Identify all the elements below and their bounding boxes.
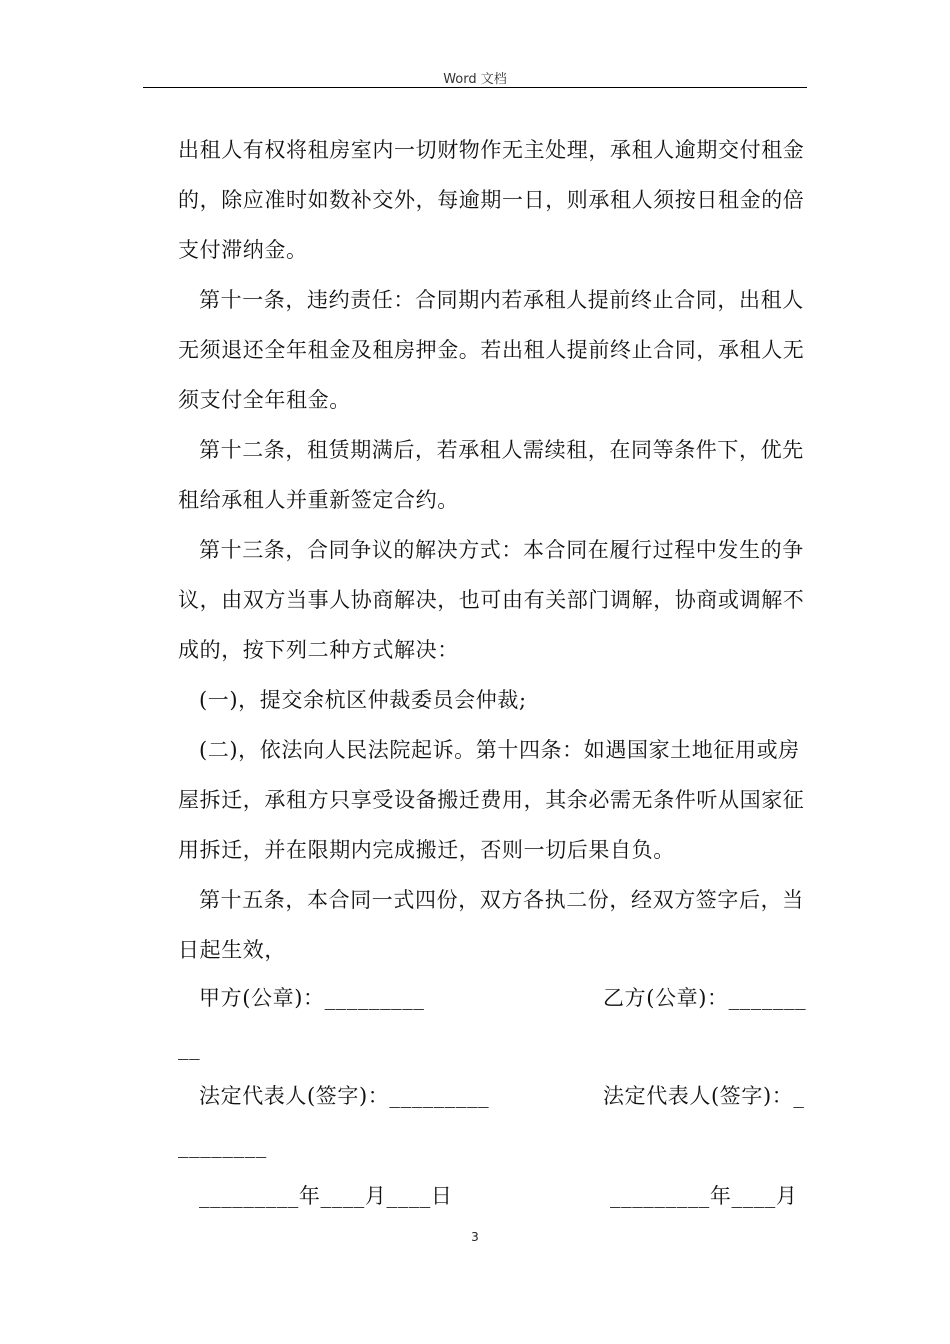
party-a-seal-line: 甲方(公章)：_________ bbox=[199, 986, 425, 1010]
party-b-seal-line: 乙方(公章)：_______ bbox=[603, 986, 807, 1010]
paragraph-option-1: (一)，提交余杭区仲裁委员会仲裁; bbox=[199, 688, 527, 712]
party-b-seal-wrap: __ bbox=[178, 1036, 201, 1060]
date-b-line: _________年____月 bbox=[610, 1184, 798, 1208]
paragraph-article-13: 第十三条，合同争议的解决方式：本合同在履行过程中发生的争议，由双方当事人协商解决，也可由有关部门调解，协商或调解不成的，按下列二种方式解决： bbox=[178, 538, 805, 662]
representative-a-line: 法定代表人(签字)：_________ bbox=[199, 1084, 490, 1108]
page-number: 3 bbox=[471, 1230, 479, 1244]
paragraph-article-11: 第十一条，违约责任：合同期内若承租人提前终止合同，出租人无须退还全年租金及租房押金。若出租人提前终止合同，承租人无须支付全年租金。 bbox=[178, 288, 805, 412]
paragraph-article-12: 第十二条，租赁期满后，若承租人需续租，在同等条件下，优先租给承租人并重新签定合约。 bbox=[178, 438, 804, 512]
paragraph-continuation: 出租人有权将租房室内一切财物作无主处理，承租人逾期交付租金的，除应准时如数补交外，每逾期一日，则承租人须按日租金的倍支付滞纳金。 bbox=[178, 138, 805, 262]
paragraph-option-2-article-14: (二)，依法向人民法院起诉。第十四条：如遇国家土地征用或房屋拆迁，承租方只享受设备搬迁费用，其余必需无条件听从国家征用拆迁，并在限期内完成搬迁，否则一切后果自负。 bbox=[178, 738, 805, 862]
header-divider bbox=[143, 87, 807, 88]
page-header-title: Word 文档 bbox=[443, 72, 507, 87]
representative-b-wrap: ________ bbox=[178, 1134, 267, 1158]
document-body bbox=[178, 125, 810, 975]
representative-b-line: 法定代表人(签字)：_ bbox=[603, 1084, 805, 1108]
date-a-line: _________年____月____日 bbox=[199, 1184, 453, 1208]
paragraph-article-15: 第十五条，本合同一式四份，双方各执二份，经双方签字后，当日起生效， bbox=[178, 888, 804, 962]
